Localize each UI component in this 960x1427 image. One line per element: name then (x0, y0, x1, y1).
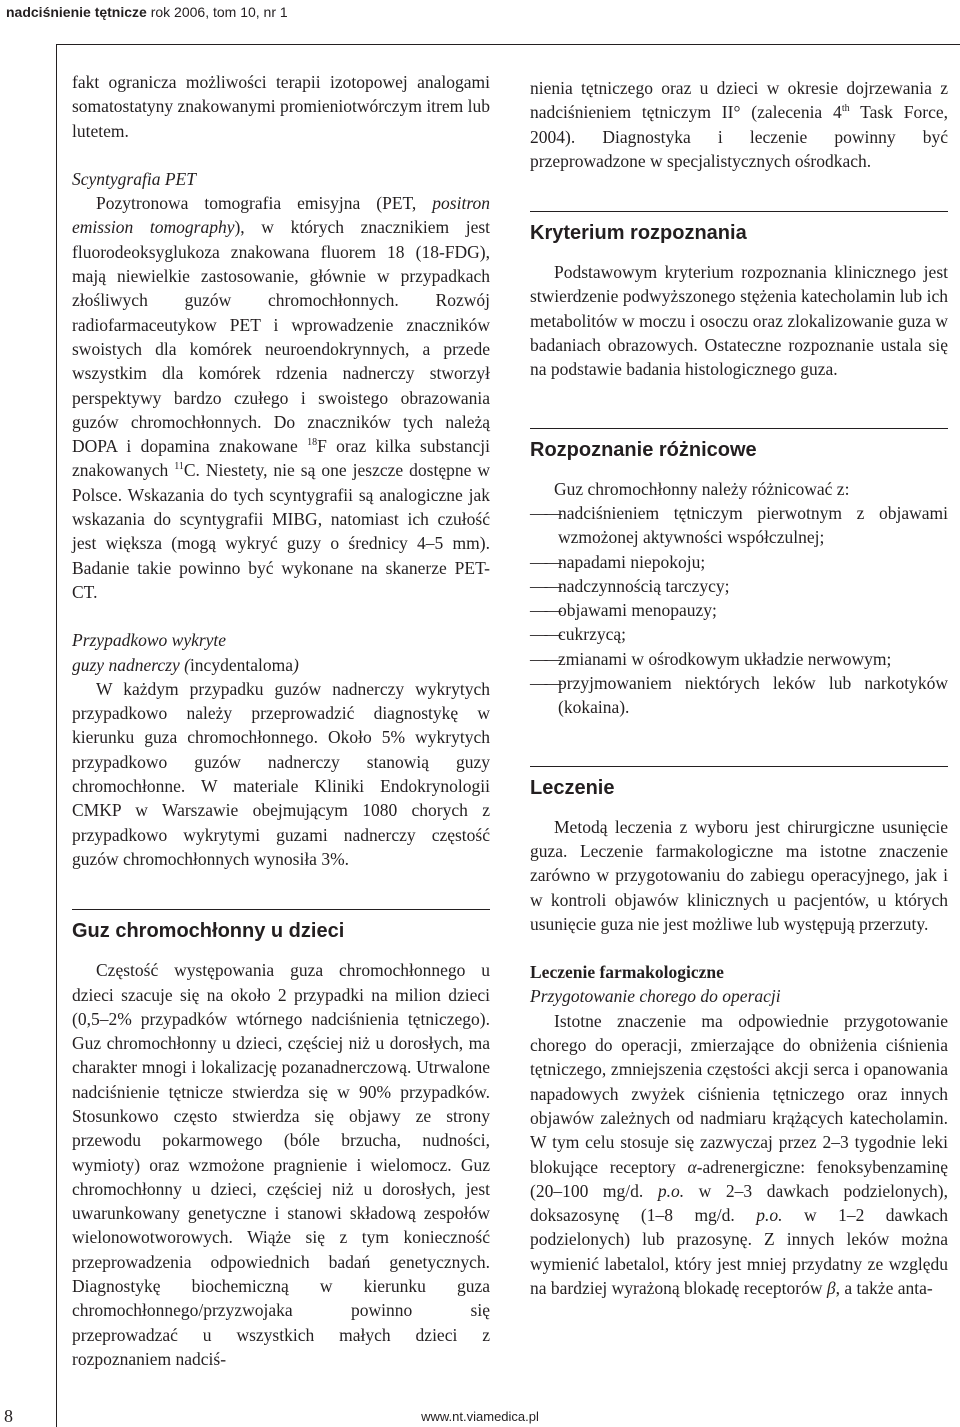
paragraph-pet (72, 191, 490, 604)
cont-text-a: nienia tętniczego oraz u dzieci w okresie dojrzewania z nadciśnieniem tętniczym II° (zalecenia 4 (530, 78, 948, 123)
paragraph-pharmacological (530, 1009, 948, 1301)
pharmacological-subheading: Leczenie farmakologiczne (530, 962, 724, 983)
pet-sup-18: 18 (307, 437, 318, 449)
incid-title-c: ) (292, 654, 299, 675)
margin-rule (56, 44, 57, 1427)
pharm-text-e: , a także anta- (835, 1277, 933, 1298)
list-item: —— przyjmowaniem niektórych leków lub narkotyków (kokaina). (530, 671, 948, 720)
pet-text-d: C. Niestety, nie są one jeszcze dostępne w Polsce. Wskazania do tych scyntygrafii są analogiczne jak wskazania do scyntygrafii MIBG, natomiast ich czułość jest większa (mogą wykryć guzy o średnicy 4–5 mm). Badanie takie powinno być wykonane na skanerze PET-CT. (72, 460, 490, 602)
incidentaloma-subheading-1: Przypadkowo wykryte (72, 630, 227, 651)
pet-text-c: F oraz kilka substancji znakowanych (72, 436, 490, 481)
list-item: —— zmianami w ośrodkowym układzie nerwowym; (530, 647, 948, 671)
pet-text-a: Pozytronowa tomografia emisyjna (PET, (96, 193, 433, 214)
journal-name: nadciśnienie tętnicze (6, 4, 147, 20)
running-header (0, 0, 960, 46)
differential-intro: Guz chromochłonny należy różnicować z: (554, 478, 850, 499)
pharm-text-d: w 1–2 dawkach podzielonych) lub prazosynę. Z innych leków można wymienić labetalol, który jest mniej przydatny ze względu na bardziej wyrażoną blokadę receptorów (530, 1205, 948, 1298)
section-heading-children: Guz chromochłonny u dzieci (72, 909, 490, 944)
po-abbrev: p.o. (657, 1180, 685, 1201)
pharm-text-c: w 2–3 dawkach podzielonych), doksazosynę (1–8 mg/d. (530, 1180, 948, 1226)
paragraph-incidentaloma: W każdym przypadku guzów nadnerczy wykrytych przypadkowo należy przeprowadzić diagnostykę w kierunku guza chromochłonnego. Około 5% wykrytych przypadkowo guzów nadnerczy stanowią guzy chromochłonne. W materiale Kliniki Endokrynologii CMKP w Warszawie obejmującym 1080 chorych z przypadkowo wykrytymi guzami nadnerczy częstość guzów chromochłonnych wynosiła 3%. (72, 678, 490, 869)
issue-info: rok 2006, tom 10, nr 1 (150, 4, 288, 20)
header-rule (56, 44, 960, 45)
pet-sup-11: 11 (174, 461, 184, 473)
right-column (530, 76, 948, 1300)
pet-subheading: Scyntygrafia PET (72, 168, 196, 189)
po-abbrev: p.o. (756, 1205, 783, 1226)
section-heading-treatment: Leczenie (530, 766, 948, 801)
cont-sup-th: th (841, 103, 850, 115)
list-item: —— cukrzycą; (530, 622, 948, 646)
paragraph-children: Częstość występowania guza chromochłonnego u dzieci szacuje się na około 2 przypadki na milion dzieci (0,5–2% przypadków wtórnego nadciśnienia tętniczego). Guz chromochłonny u dzieci, częściej niż u dorosłych, ma charakter mnogi i lokalizację pozanadnerczową. Utrwalone nadciśnienie tętnicze stwierdza się w 90% przypadków. Stosunkowo często stwierdza się objawy ze strony przewodu pokarmowego (bóle brzucha, nudności, wymioty) oraz wzmożone pragnienie i wielomocz. Guz chromochłonny u dzieci, częściej niż u dorosłych, jest uwarunkowany genetyczne i stanowi składową zespołów wielonowotworowych. Wiąże się z tym konieczność przeprowadzenia odpowiednich badań genetycznych. Diagnostykę biochemiczną w kierunku guza chromochłonnego/przyzwojaka powinno się przeprowadzać u wszystkich małych dzieci z rozpoznaniem nadciś- (72, 960, 490, 1369)
preparation-subheading: Przygotowanie chorego do operacji (530, 986, 781, 1007)
list-item: —— nadczynnością tarczycy; (530, 574, 948, 598)
alpha-symbol: α (687, 1156, 697, 1177)
list-item: —— nadciśnieniem tętniczym pierwotnym z objawami wzmożonej aktywności współczulnej; (530, 501, 948, 550)
differential-list (530, 501, 948, 720)
pharm-text-a: Istotne znaczenie ma odpowiednie przygotowanie chorego do operacji, zmierzające do obniżenia ciśnienia tętniczego, zmniejszenia częstości akcji serca i opanowania napadowych zwyżek ciśnienia tętniczego oraz innych objawów zależnych od nadmiaru krążących katecholamin. W tym celu stosuje się zazwyczaj przez 2–3 tygodnie leki blokujące receptory (530, 1010, 948, 1177)
paragraph-criterion: Podstawowym kryterium rozpoznania klinicznego jest stwierdzenie podwyższonego stężenia katecholamin lub ich metabolitów w moczu i osoczu oraz zlokalizowanie guza w badaniach obrazowych. Ostateczne rozpoznanie ustala się na podstawie badania histologicznego guza. (530, 262, 948, 380)
list-item: —— napadami niepokoju; (530, 550, 948, 574)
pharm-text-b: -adrenergiczne: fenoksybenzaminę (20–100 mg/d. (530, 1156, 948, 1201)
beta-symbol: β (826, 1277, 836, 1298)
paragraph-isotope: fakt ogranicza możliwości terapii izotopowej analogami somatostatyny znakowanymi promieniotwórczym itrem lub lutetem. (72, 72, 490, 141)
section-heading-criterion: Kryterium rozpoznania (530, 211, 948, 246)
pet-text-b: ), w których znacznikiem jest fluorodeoksyglukoza znakowana fluorem 18 (18-FDG), mają niewielkie zastosowanie, głównie w przypadkach złośliwych guzów chromochłonnych. Rozwój radiofarmaceutykow PET i wprowadzenie znaczników swoistych dla komórek neuroendokrynnych, a przede wszystkim dla komórek rdzenia nadnerczy stworzył perspektywy bardzo czułego i swoistego obrazowania guzów chromochłonnych. Do znaczników tych należą DOPA i dopamina znakowane (72, 217, 491, 457)
incid-title-b: incydentaloma (189, 654, 293, 675)
paragraph-continued (530, 76, 948, 173)
left-column (72, 70, 490, 1371)
pet-text-italic: positron emission tomography (72, 193, 490, 238)
paragraph-treatment: Metodą leczenia z wyboru jest chirurgiczne usunięcie guza. Leczenie farmakologiczne ma istotne znaczenie zarówno w przygotowaniu do zabiegu operacyjnego, jak i w kontroli objawów klinicznych u pacjentów, u których usunięcie guza nie jest możliwe lub występują przerzuty. (530, 816, 948, 934)
incidentaloma-subheading-2 (72, 653, 490, 677)
list-item: —— objawami menopauzy; (530, 598, 948, 622)
section-heading-differential: Rozpoznanie różnicowe (530, 428, 948, 463)
page-number: 8 (4, 1406, 13, 1426)
footer-url: www.nt.viamedica.pl (421, 1409, 539, 1424)
incid-title-a: guzy nadnerczy ( (72, 654, 190, 675)
header-line (6, 4, 288, 20)
cont-text-b: Task Force, 2004). Diagnostyka i leczenie powinny być przeprowadzone w specjalistycznych ośrodkach. (530, 102, 949, 171)
